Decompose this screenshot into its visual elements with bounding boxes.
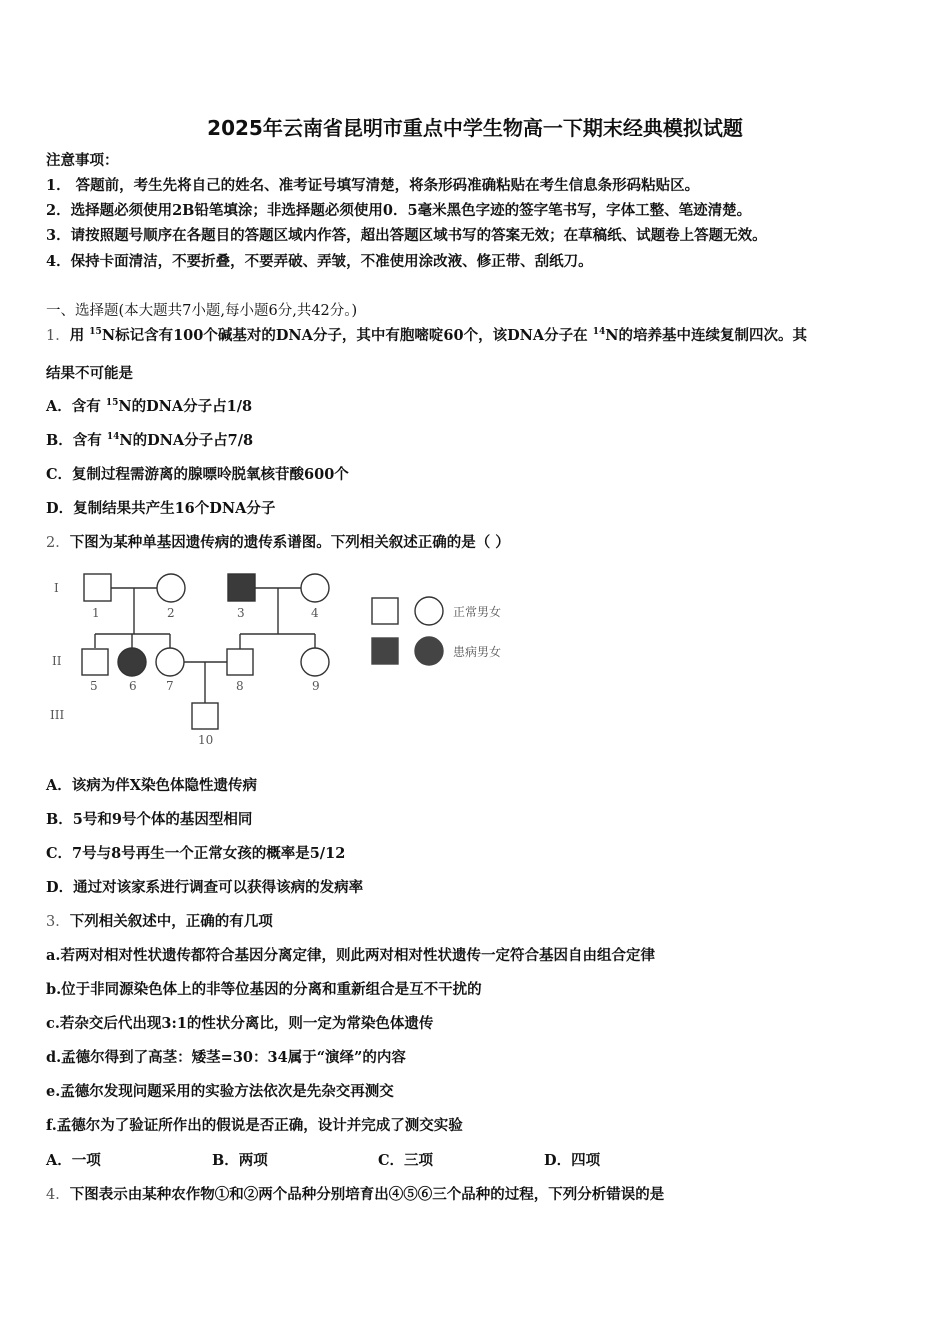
section-heading: 一、选择题(本大题共7小题,每小题6分,共42分。) <box>46 303 358 319</box>
question-2-option-d: D．通过对该家系进行调查可以获得该病的发病率 <box>46 879 364 896</box>
legend-normal-female-icon <box>415 597 443 625</box>
generation-label-2: II <box>52 654 62 668</box>
q1-text-part: 用 <box>69 327 90 344</box>
option-text: B．含有 <box>46 432 107 449</box>
option-superscript: 15 <box>105 398 119 409</box>
q1-superscript: 15 <box>89 327 102 338</box>
individual-label-4: 4 <box>311 606 319 620</box>
question-1-option-c: C．复制过程需游离的腺嘌呤脱氧核苷酸600个 <box>46 466 349 483</box>
question-3-option-b: B．两项 <box>212 1152 268 1169</box>
question-3-text: 下列相关叙述中，正确的有几项 <box>69 913 273 930</box>
pedigree-individual-4 <box>301 574 329 602</box>
pedigree-individual-2 <box>157 574 185 602</box>
question-2-option-a: A．该病为伴X染色体隐性遗传病 <box>46 777 257 794</box>
generation-label-1: I <box>54 581 59 595</box>
question-3-statement-f: f.孟德尔为了验证所作出的假说是否正确，设计并完成了测交实验 <box>46 1117 463 1134</box>
notice-item-4: 4．保持卡面清洁，不要折叠，不要弄破、弄皱，不准使用涂改液、修正带、刮纸刀。 <box>46 253 593 270</box>
question-1-stem-cont: 结果不可能是 <box>46 365 133 382</box>
individual-label-8: 8 <box>236 679 244 693</box>
pedigree-individual-10 <box>192 703 218 729</box>
pedigree-individual-9 <box>301 648 329 676</box>
individual-label-9: 9 <box>312 679 320 693</box>
pedigree-individual-8 <box>227 649 253 675</box>
q1-text-part: N标记含有100个碱基对的DNA分子，其中有胞嘧啶60个，该DNA分子在 <box>101 327 593 344</box>
legend-affected-label: 患病男女 <box>453 645 502 659</box>
question-3-statement-e: e.孟德尔发现问题采用的实验方法依次是先杂交再测交 <box>46 1083 394 1100</box>
question-3-statement-c: c.若杂交后代出现3:1的性状分离比，则一定为常染色体遗传 <box>46 1015 434 1032</box>
question-3-option-c: C．三项 <box>378 1152 434 1169</box>
page-title: 2025年云南省昆明市重点中学生物高一下期末经典模拟试题 <box>207 116 743 140</box>
individual-label-7: 7 <box>166 679 174 693</box>
question-2-text: 下图为某种单基因遗传病的遗传系谱图。下列相关叙述正确的是（ ） <box>69 534 510 551</box>
option-text: A．含有 <box>46 398 106 415</box>
question-3-statement-b: b.位于非同源染色体上的非等位基因的分离和重新组合是互不干扰的 <box>46 981 482 998</box>
question-1-option-d: D．复制结果共产生16个DNA分子 <box>46 500 276 517</box>
question-1-option-a <box>46 397 252 417</box>
individual-label-3: 3 <box>237 606 245 620</box>
q1-superscript: 14 <box>592 327 606 338</box>
question-1-stem <box>46 326 807 346</box>
pedigree-individual-5 <box>82 649 108 675</box>
legend-affected-female-icon <box>415 637 443 665</box>
notice-heading: 注意事项： <box>46 152 119 169</box>
individual-label-5: 5 <box>90 679 98 693</box>
question-2-stem <box>46 533 510 553</box>
question-3-statement-a: a.若两对相对性状遗传都符合基因分离定律，则此两对相对性状遗传一定符合基因自由组合定律 <box>46 947 655 964</box>
option-text: N的DNA分子占7/8 <box>119 432 254 449</box>
notice-item-2: 2．选择题必须使用2B铅笔填涂；非选择题必须使用0．5毫米黑色字迹的签字笔书写，字体工整、笔迹清楚。 <box>46 202 752 219</box>
option-superscript: 14 <box>106 432 120 443</box>
question-3-number: 3． <box>46 914 70 930</box>
question-3-option-a: A．一项 <box>46 1152 101 1169</box>
q1-text-part: N的培养基中连续复制四次。其 <box>605 327 808 344</box>
individual-label-6: 6 <box>129 679 137 693</box>
question-3-option-d: D．四项 <box>544 1152 601 1169</box>
notice-item-3: 3．请按照题号顺序在各题目的答题区域内作答，超出答题区域书写的答案无效；在草稿纸、试题卷上答题无效。 <box>46 227 767 244</box>
pedigree-individual-3 <box>228 574 255 601</box>
individual-label-10: 10 <box>198 733 214 747</box>
notice-item-1: 1． 答题前，考生先将自己的姓名、准考证号填写清楚，将条形码准确粘贴在考生信息条形码粘贴区。 <box>46 177 700 194</box>
legend-normal-label: 正常男女 <box>453 605 502 619</box>
generation-label-3: III <box>50 708 65 722</box>
question-3-statement-d: d.孟德尔得到了高茎：矮茎=30：34属于“演绎”的内容 <box>46 1049 406 1066</box>
question-2-number: 2． <box>46 535 70 551</box>
question-3-stem <box>46 912 273 932</box>
question-2-option-c: C．7号与8号再生一个正常女孩的概率是5/12 <box>46 845 346 862</box>
question-2-option-b: B．5号和9号个体的基因型相同 <box>46 811 253 828</box>
question-1-number: 1． <box>46 328 70 344</box>
question-3-options <box>46 1151 710 1171</box>
pedigree-individual-6 <box>118 648 146 676</box>
legend-normal-male-icon <box>372 598 398 624</box>
question-1-option-b <box>46 431 253 451</box>
legend-affected-male-icon <box>372 638 398 664</box>
individual-label-1: 1 <box>92 606 100 620</box>
individual-label-2: 2 <box>167 606 175 620</box>
pedigree-chart <box>40 565 540 750</box>
question-4-text: 下图表示由某种农作物①和②两个品种分别培育出④⑤⑥三个品种的过程，下列分析错误的是 <box>69 1186 665 1203</box>
pedigree-individual-7 <box>156 648 184 676</box>
question-4-stem <box>46 1185 664 1205</box>
question-4-number: 4． <box>46 1187 70 1203</box>
pedigree-individual-1 <box>84 574 111 601</box>
option-text: N的DNA分子占1/8 <box>118 398 253 415</box>
